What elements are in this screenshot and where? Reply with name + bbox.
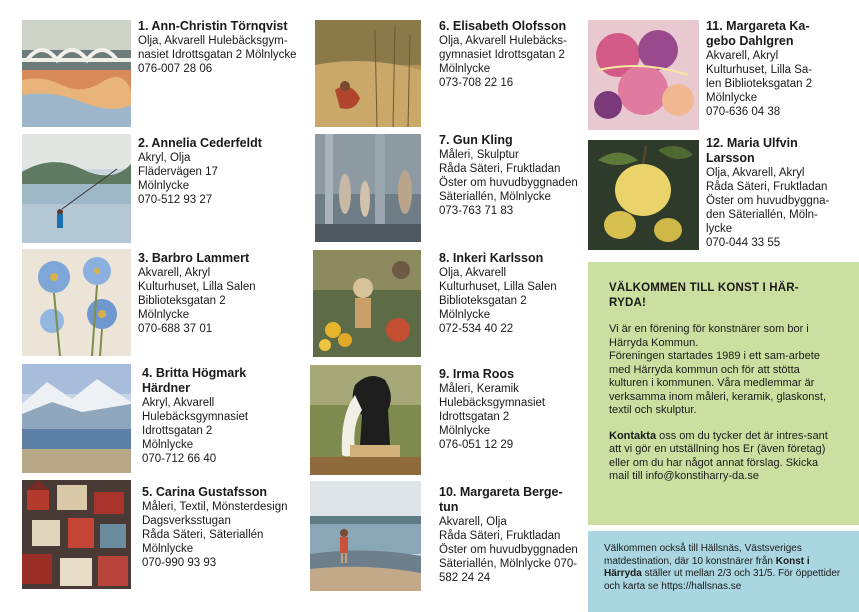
artist-phone: 073-763 71 83: [439, 205, 514, 217]
artist-name: 9. Irma Roos: [439, 367, 515, 381]
artist-line: Kulturhuset, Lilla Salen: [439, 281, 557, 293]
artist-phone: 076-051 12 29: [439, 439, 514, 451]
artist-line: Biblioteksgatan 2: [138, 295, 226, 307]
artist-line: Mölnlycke: [439, 63, 491, 75]
artist-phone: 582 24 24: [439, 572, 491, 584]
artist-name: 1. Ann-Christin Törnqvist: [138, 19, 288, 33]
artwork-image-9: [310, 365, 421, 475]
artwork-image-6: [315, 20, 421, 127]
artist-line: Idrottsgatan 2: [439, 411, 510, 423]
artist-info-8: [439, 251, 584, 336]
artist-info-6: [439, 19, 584, 90]
artist-line: Råda Säteri, Säteriallén: [142, 529, 264, 541]
artist-phone: 070-712 66 40: [142, 453, 217, 465]
hallsnas-intro: Välkommen också till Hällsnäs, Västsveriges matdestination, där 10 konstnärer från: [604, 543, 802, 567]
artwork-image-8: [313, 250, 421, 357]
artist-phone: 076-007 28 06: [138, 63, 213, 75]
artist-line: Mölnlycke: [138, 180, 190, 192]
artist-phone: 070-044 33 55: [706, 237, 781, 249]
artist-line: Mölnlycke: [138, 309, 190, 321]
artist-line: Olja, Akvarell Hulebäcksgym-: [138, 35, 288, 47]
artist-name: 4. Britta Högmark Härdner: [142, 366, 247, 395]
artist-line: Måleri, Keramik: [439, 383, 519, 395]
artist-info-2: [138, 136, 308, 207]
artist-name: 3. Barbro Lammert: [138, 251, 250, 265]
artwork-image-4: [22, 364, 131, 473]
artist-line: Akvarell, Olja: [439, 516, 507, 528]
artist-line: Måleri, Textil, Mönsterdesign: [142, 501, 288, 513]
artist-info-12: [706, 136, 856, 250]
artist-info-3: [138, 251, 308, 336]
artist-line: Råda Säteri, Fruktladan: [439, 530, 561, 542]
welcome-intro: Vi är en förening för konstnärer som bor i Härryda Kommun.: [609, 323, 809, 349]
artist-name: 5. Carina Gustafsson: [142, 485, 268, 499]
welcome-history: Föreningen startades 1989 i ett sam-arbete med Härryda kommun och för att stötta kulturen i kommunen. Våra medlemmar är verksamma inom måleri, keramik, glaskonst, textil och skulptur.: [609, 350, 827, 416]
artist-line: Olja, Akvarell, Akryl: [706, 167, 805, 179]
artist-info-5: [142, 485, 312, 570]
artist-line: nasiet Idrottsgatan 2 Mölnlycke: [138, 49, 297, 61]
artist-line: Säteriallén, Mölnlycke: [439, 191, 551, 203]
artist-line: Kulturhuset, Lilla Sa-: [706, 64, 813, 76]
welcome-panel: [588, 262, 859, 525]
artist-name: 12. Maria Ulfvin Larsson: [706, 136, 798, 165]
contact-label: Kontakta: [609, 429, 657, 442]
artist-name: 6. Elisabeth Olofsson: [439, 19, 567, 33]
artist-line: Öster om huvudbyggnaden: [439, 544, 578, 556]
artist-name: 11. Margareta Ka- gebo Dahlgren: [706, 19, 810, 48]
artist-line: Öster om huvudbyggna-: [706, 195, 830, 207]
artwork-image-2: [22, 134, 131, 243]
artist-line: Mölnlycke: [706, 92, 758, 104]
artist-info-10: [439, 485, 587, 585]
artist-line: Hulebäcksgymnasiet: [142, 411, 249, 423]
artist-line: Mölnlycke: [142, 543, 194, 555]
artist-phone: 073-708 22 16: [439, 77, 514, 89]
artist-line: Akryl, Akvarell: [142, 397, 215, 409]
artist-line: gymnasiet Idrottsgatan 2: [439, 49, 565, 61]
hallsnas-panel: [588, 531, 859, 612]
artist-line: Idrottsgatan 2: [142, 425, 213, 437]
artist-info-1: [138, 19, 308, 76]
artist-line: Öster om huvudbyggnaden: [439, 177, 578, 189]
artist-line: Flädervägen 17: [138, 166, 218, 178]
artist-line: lycke: [706, 223, 733, 235]
artist-line: Olja, Akvarell: [439, 267, 507, 279]
artist-line: Akvarell, Akryl: [138, 267, 211, 279]
artist-info-9: [439, 367, 584, 452]
artist-phone: 070-512 93 27: [138, 194, 213, 206]
artist-line: len Biblioteksgatan 2: [706, 78, 813, 90]
hallsnas-details: ställer ut mellan 2/3 och 31/5. För öppettider och karta se https://hallsnas.se: [604, 568, 841, 592]
artwork-image-11: [588, 20, 699, 130]
artwork-image-5: [22, 480, 131, 589]
artwork-image-1: [22, 20, 131, 127]
artist-line: Råda Säteri, Fruktladan: [706, 181, 828, 193]
artwork-image-10: [310, 481, 421, 591]
artist-line: Råda Säteri, Fruktladan: [439, 163, 561, 175]
artist-info-7: [439, 133, 587, 218]
artist-phone: 070-636 04 38: [706, 106, 781, 118]
artist-line: Säteriallén, Mölnlycke 070-: [439, 558, 578, 570]
artist-line: den Säteriallén, Möln-: [706, 209, 818, 221]
artist-info-11: [706, 19, 856, 119]
artwork-image-12: [588, 140, 699, 250]
artist-line: Akvarell, Akryl: [706, 50, 779, 62]
artist-name: 8. Inkeri Karlsson: [439, 251, 544, 265]
artist-phone: 070-688 37 01: [138, 323, 213, 335]
welcome-contact: [609, 430, 841, 484]
artist-line: Kulturhuset, Lilla Salen: [138, 281, 256, 293]
artist-line: Hulebäcksgymnasiet: [439, 397, 546, 409]
artwork-image-3: [22, 249, 131, 356]
hallsnas-text: [604, 543, 844, 593]
artist-line: Måleri, Skulptur: [439, 149, 519, 161]
artist-line: Mölnlycke: [142, 439, 194, 451]
artist-name: 2. Annelia Cederfeldt: [138, 136, 262, 150]
hallsnas-org: Konst i Härryda: [604, 555, 810, 579]
artist-name: 7. Gun Kling: [439, 133, 513, 147]
artist-line: Mölnlycke: [439, 309, 491, 321]
artist-phone: 070-990 93 93: [142, 557, 217, 569]
artist-line: Dagsverksstugan: [142, 515, 231, 527]
artist-line: Mölnlycke: [439, 425, 491, 437]
artist-line: Olja, Akvarell Hulebäcks-: [439, 35, 567, 47]
contact-text: oss om du tycker det är intres-sant att vi gör en utställning hos Er (även företag) eller om du har något annat förslag. Skicka mail till info@konstiharry-da.se: [609, 429, 828, 482]
artist-line: Biblioteksgatan 2: [439, 295, 527, 307]
artwork-image-7: [315, 134, 421, 242]
welcome-title: VÄLKOMMEN TILL KONST I HÄR- RYDA!: [609, 282, 799, 309]
artist-info-4: [142, 366, 312, 466]
artist-line: Akryl, Olja: [138, 152, 191, 164]
artist-name: 10. Margareta Berge- tun: [439, 485, 563, 514]
artist-phone: 072-534 40 22: [439, 323, 514, 335]
